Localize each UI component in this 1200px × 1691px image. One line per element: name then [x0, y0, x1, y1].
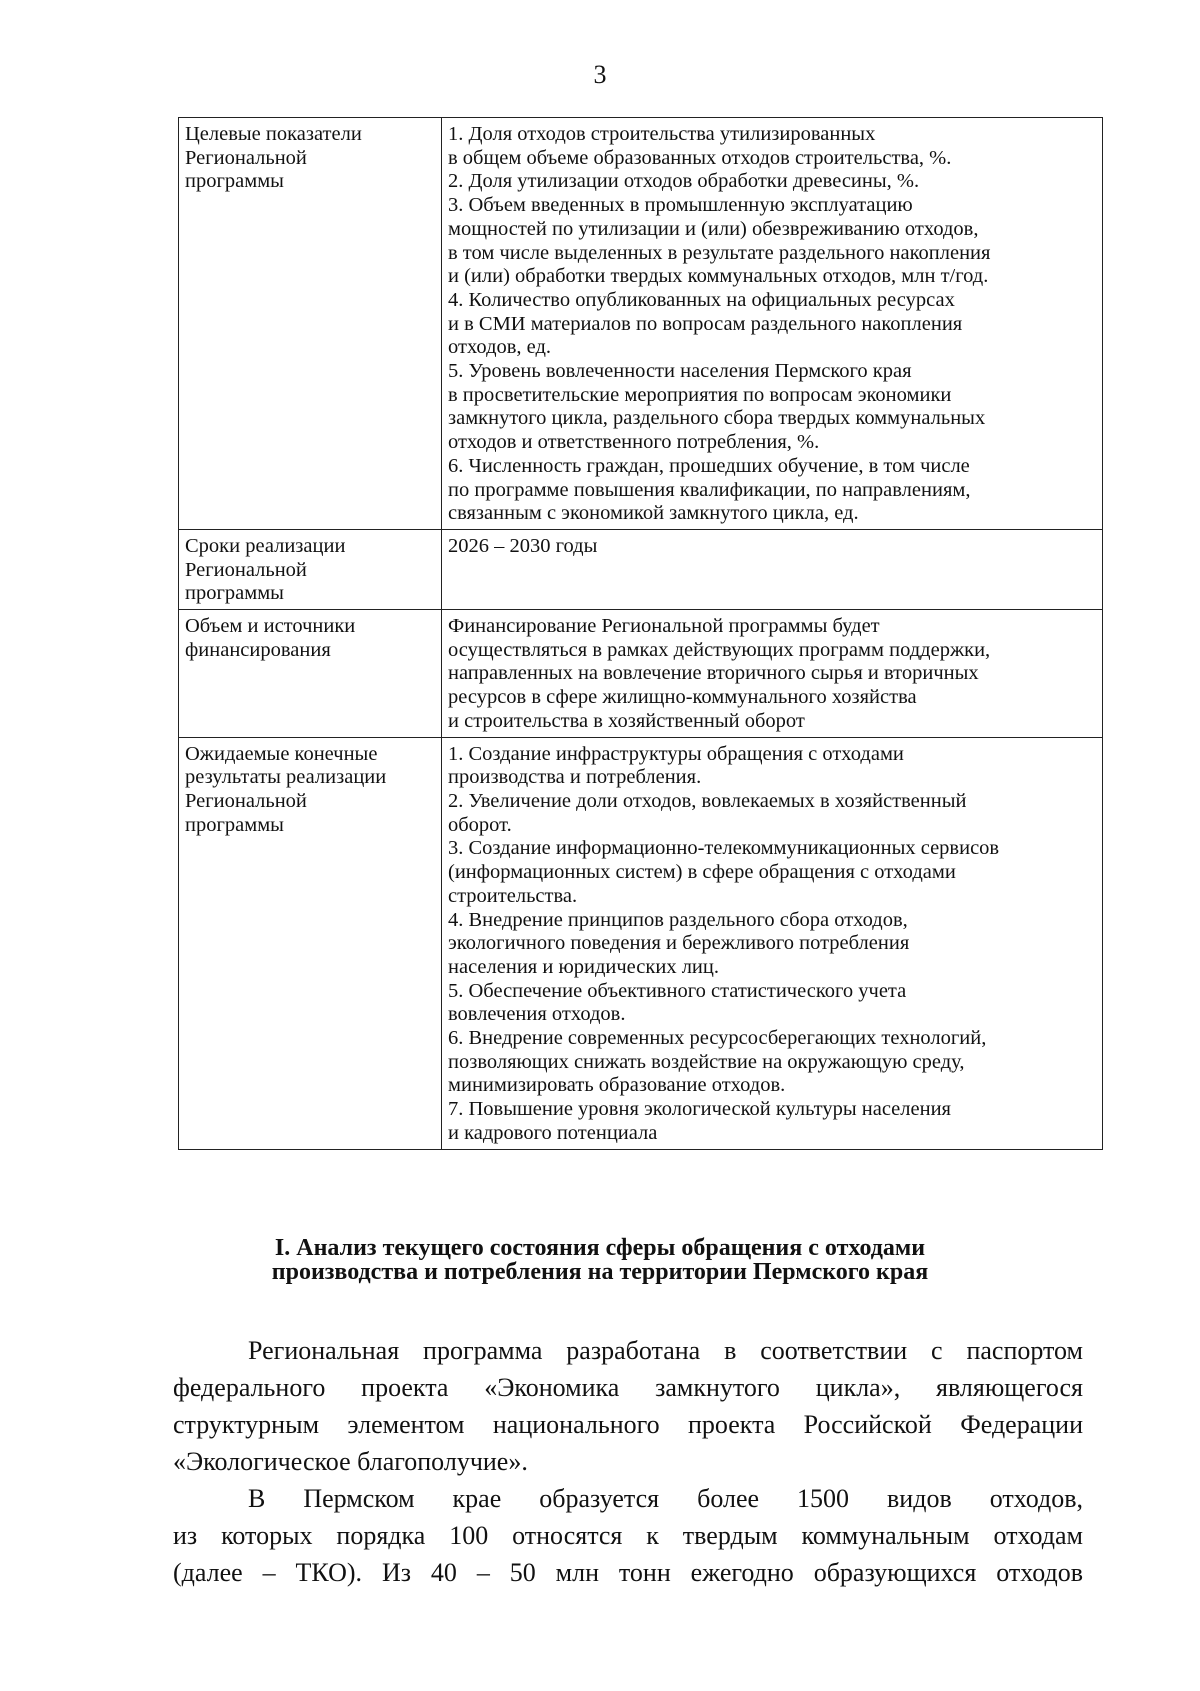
- content-line: мощностей по утилизации и (или) обезвреживанию отходов,: [448, 217, 979, 240]
- content-line: в том числе выделенных в результате раздельного накопления: [448, 241, 991, 264]
- row-label-cell: [179, 529, 442, 609]
- program-passport-table: [178, 117, 1103, 1150]
- content-line: (информационных систем) в сфере обращения с отходами: [448, 861, 956, 884]
- content-line: 6. Численность граждан, прошедших обучение, в том числе: [448, 454, 970, 477]
- label-line: Региональной: [185, 789, 307, 812]
- table-row-funding: [179, 610, 1103, 738]
- label-line: Объем и источники: [185, 615, 356, 638]
- content-line: 2. Доля утилизации отходов обработки древесины, %.: [448, 170, 920, 193]
- row-label-cell: [179, 118, 442, 530]
- row-label-cell: [179, 737, 442, 1149]
- content-line: Финансирование Региональной программы будет: [448, 615, 880, 638]
- content-line: 3. Объем введенных в промышленную эксплуатацию: [448, 194, 913, 217]
- label-line: результаты реализации: [185, 766, 387, 789]
- content-line: связанным с экономикой замкнутого цикла, ед.: [448, 502, 859, 525]
- content-line: 4. Количество опубликованных на официальных ресурсах: [448, 288, 955, 311]
- row-content-cell: [442, 118, 1103, 530]
- table-row-timeframe: [179, 529, 1103, 609]
- paragraph-line: из которых порядка 100 относятся к твердым коммунальным отходам: [173, 1521, 1083, 1550]
- content-line: отходов, ед.: [448, 336, 552, 359]
- row-content-cell: [442, 610, 1103, 738]
- paragraph-line: «Экологическое благополучие».: [173, 1447, 528, 1476]
- content-line: 4. Внедрение принципов раздельного сбора отходов,: [448, 908, 908, 931]
- content-line: производства и потребления.: [448, 766, 702, 789]
- content-line: замкнутого цикла, раздельного сбора твердых коммунальных: [448, 407, 986, 430]
- heading-line: производства и потребления на территории Пермского края: [271, 1259, 929, 1285]
- content-line: направленных на вовлечение вторичного сырья и вторичных: [448, 662, 979, 685]
- label-line: программы: [185, 582, 284, 605]
- content-line: 7. Повышение уровня экологической культуры населения: [448, 1098, 951, 1121]
- body-paragraph: [173, 1480, 1083, 1591]
- content-line: 2. Увеличение доли отходов, вовлекаемых в хозяйственный: [448, 789, 967, 812]
- content-line: осуществляться в рамках действующих программ поддержки,: [448, 638, 991, 661]
- body-paragraph: [173, 1332, 1083, 1480]
- paragraph-line: (далее – ТКО). Из 40 – 50 млн тонн ежегодно образующихся отходов: [173, 1558, 1083, 1587]
- content-line: 1. Создание инфраструктуры обращения с отходами: [448, 742, 904, 765]
- content-line: в просветительские мероприятия по вопросам экономики: [448, 383, 952, 406]
- paragraph-line: Региональная программа разработана в соответствии с паспортом: [248, 1336, 1083, 1365]
- label-line: финансирования: [185, 638, 331, 661]
- content-line: экологичного поведения и бережливого потребления: [448, 932, 910, 955]
- content-line: ресурсов в сфере жилищно-коммунального хозяйства: [448, 686, 917, 709]
- label-line: Региональной: [185, 146, 307, 169]
- content-line: и кадрового потенциала: [448, 1121, 658, 1144]
- content-line: 3. Создание информационно-телекоммуникационных сервисов: [448, 837, 1000, 860]
- row-content-cell: [442, 737, 1103, 1149]
- content-line: позволяющих снижать воздействие на окружающую среду,: [448, 1050, 965, 1073]
- page-number: 3: [593, 60, 607, 89]
- content-line: строительства.: [448, 884, 578, 907]
- label-line: Региональной: [185, 558, 307, 581]
- content-line: вовлечения отходов.: [448, 1003, 626, 1026]
- content-line: 6. Внедрение современных ресурсосберегающих технологий,: [448, 1027, 987, 1050]
- content-line: 5. Уровень вовлеченности населения Пермского края: [448, 360, 912, 383]
- content-line: 2026 – 2030 годы: [448, 534, 598, 557]
- table-row-expected-results: [179, 737, 1103, 1149]
- label-line: программы: [185, 170, 284, 193]
- paragraph-line: структурным элементом национального проекта Российской Федерации: [173, 1410, 1083, 1439]
- content-line: населения и юридических лиц.: [448, 955, 719, 978]
- label-line: Ожидаемые конечные: [185, 742, 378, 765]
- label-line: Сроки реализации: [185, 534, 346, 557]
- content-line: оборот.: [448, 813, 512, 836]
- paragraph-line: В Пермском крае образуется более 1500 видов отходов,: [248, 1484, 1083, 1513]
- content-line: и в СМИ материалов по вопросам раздельного накопления: [448, 312, 963, 335]
- paragraph-line: федерального проекта «Экономика замкнутого цикла», являющегося: [173, 1373, 1083, 1402]
- content-line: 1. Доля отходов строительства утилизированных: [448, 123, 876, 145]
- table-row-target-indicators: [179, 118, 1103, 530]
- content-line: 5. Обеспечение объективного статистического учета: [448, 979, 907, 1002]
- content-line: по программе повышения квалификации, по направлениям,: [448, 478, 971, 501]
- content-line: отходов и ответственного потребления, %.: [448, 431, 820, 454]
- content-line: в общем объеме образованных отходов строительства, %.: [448, 146, 952, 169]
- content-line: и (или) обработки твердых коммунальных отходов, млн т/год.: [448, 265, 989, 288]
- label-line: программы: [185, 813, 284, 836]
- section-heading: [0, 1236, 1200, 1284]
- row-label-cell: [179, 610, 442, 738]
- content-line: минимизировать образование отходов.: [448, 1074, 786, 1097]
- content-line: и строительства в хозяйственный оборот: [448, 709, 805, 732]
- row-content-cell: [442, 529, 1103, 609]
- label-line: Целевые показатели: [185, 123, 362, 145]
- heading-line: I. Анализ текущего состояния сферы обращения с отходами: [274, 1235, 926, 1261]
